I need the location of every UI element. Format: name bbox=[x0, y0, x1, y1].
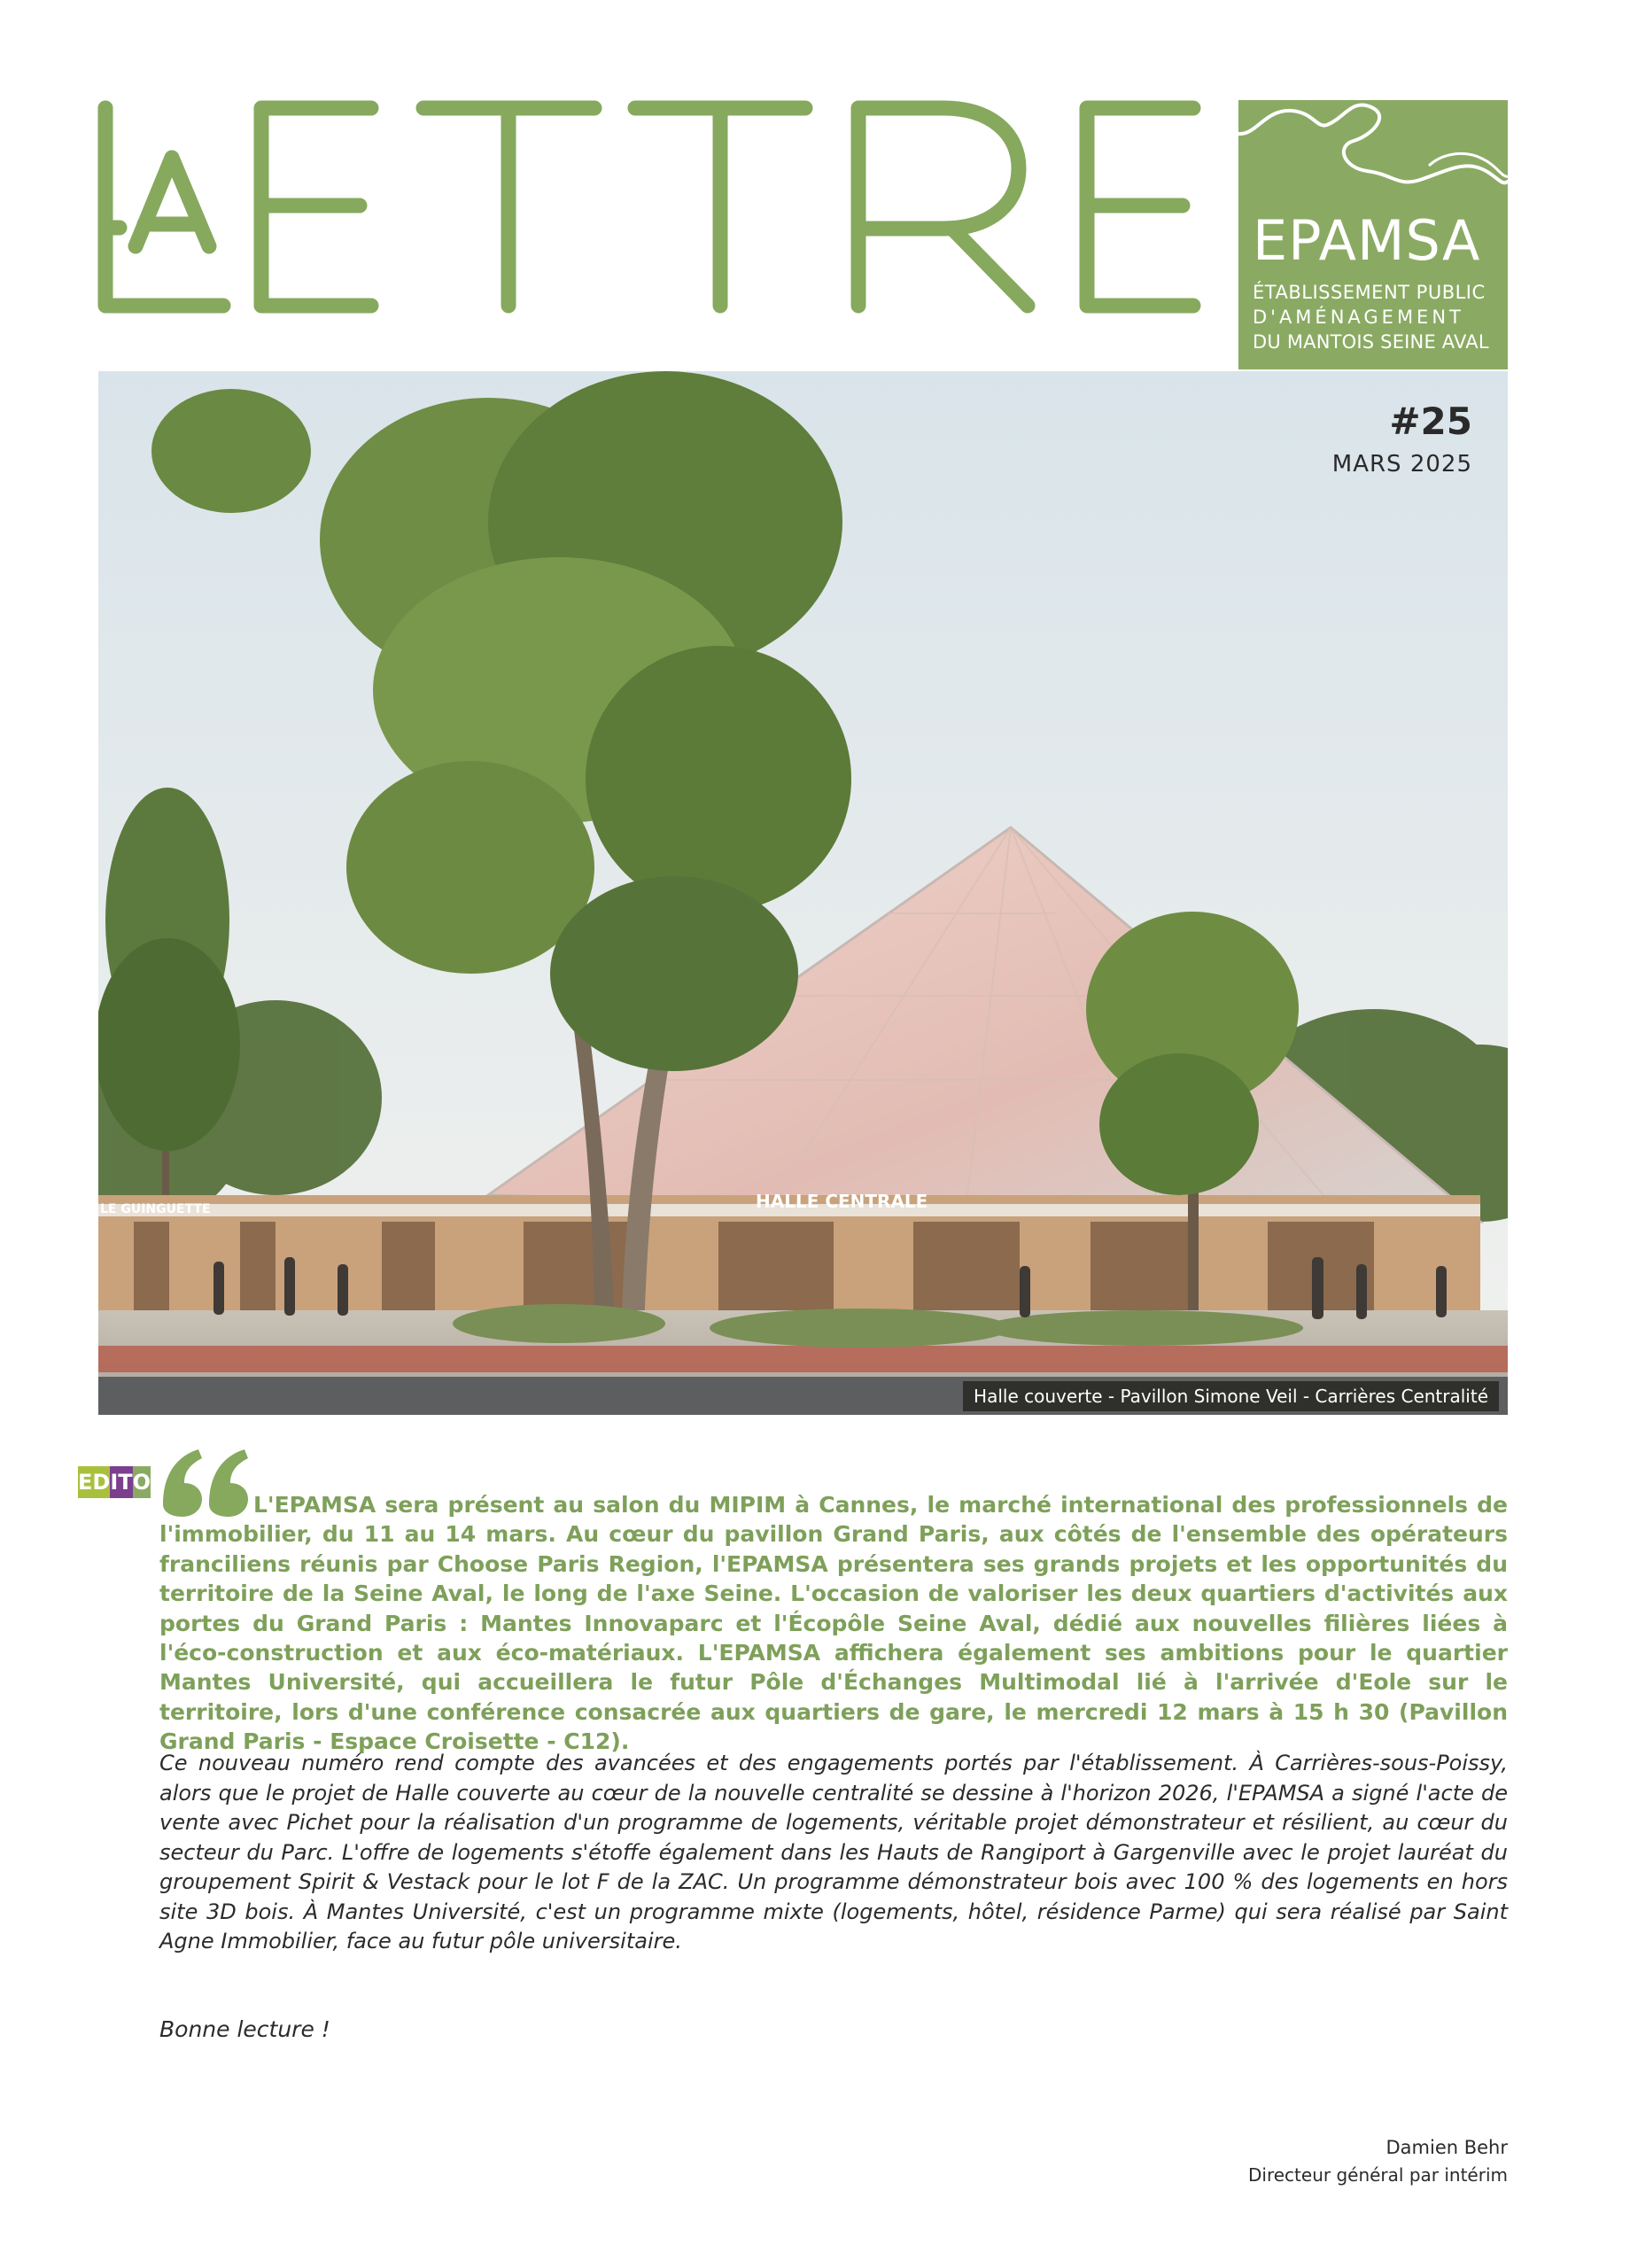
edito-tag-letter: O bbox=[133, 1466, 151, 1498]
edito-body: Ce nouveau numéro rend compte des avancées et des engagements portés par l'établissement. À Carrières-sous-Poissy, alors que le projet de Halle couverte au cœur de la nouvelle centralité se dessine à l'horizon 2026, l'EPAMSA a signé l'acte de vente avec Pichet pour la réalisation d'un programme de logements, véritable projet démonstrateur et résilient, au cœur du secteur du Parc. L'offre de logements s'étoffe également dans les Hauts de Rangiport à Gargenville avec le projet lauréat du groupement Spirit & Vestack pour le lot F de la ZAC. Un programme démonstrateur bois avec 100 % des logements en hors site 3D bois. À Mantes Université, c'est un programme mixte (logements, hôtel, résidence Parme) qui sera réalisé par Saint Agne Immobilier, face au futur pôle universitaire. bbox=[159, 1751, 1508, 1953]
edito-tag-letter: I bbox=[110, 1466, 118, 1498]
edito-tag bbox=[77, 1466, 151, 1498]
edito-lead bbox=[159, 1490, 1508, 1757]
logo-name: EPAMSA bbox=[1253, 208, 1481, 273]
hero-image bbox=[98, 371, 1508, 1415]
edito-tag-letter: E bbox=[78, 1466, 92, 1498]
shop-sign: LE GUINGUETTE bbox=[100, 1202, 211, 1216]
edito-lead-text: L'EPAMSA sera présent au salon du MIPIM à Cannes, le marché international des professionnels de l'immobilier, du 11 au 14 mars. Au cœur du pavillon Grand Paris, aux côtés de l'ensemble des opérateurs franciliens réunis par Choose Paris Region, l'EPAMSA présentera ses grands projets et les opportunités du territoire de la Seine Aval, le long de l'axe Seine. L'occasion de valoriser les deux quartiers d'activités aux portes du Grand Paris : Mantes Innovaparc et l'Écopôle Seine Aval, dédié aux nouvelles filières liées à l'éco-construction et aux éco-matériaux. L'EPAMSA affichera également ses ambitions pour le quartier Mantes Université, qui accueillera le futur Pôle d'Échanges Multimodal lié à l'arrivée d'Eole sur le territoire, lors d'une conférence consacrée aux quartiers de gare, le mercredi 12 mars à 15 h 30 (Pavillon Grand Paris - Espace Croisette - C12). bbox=[159, 1492, 1508, 1755]
issue-number: #25 bbox=[1389, 400, 1472, 443]
signature-name: Damien Behr bbox=[1386, 2137, 1508, 2158]
title-small-a bbox=[136, 158, 209, 246]
issue-date: MARS 2025 bbox=[1331, 451, 1472, 478]
logo-subtitle-line1: ÉTABLISSEMENT PUBLIC bbox=[1253, 282, 1486, 303]
hero-illustration bbox=[98, 371, 1508, 1415]
title-letter-l bbox=[105, 108, 223, 306]
logo-subtitle-line2: D'AMÉNAGEMENT bbox=[1253, 307, 1464, 328]
logo-subtitle-line3: DU MANTOIS SEINE AVAL bbox=[1253, 331, 1489, 353]
edito-tag-letter: T bbox=[118, 1466, 132, 1498]
edito-closing: Bonne lecture ! bbox=[159, 2016, 330, 2042]
epamsa-logo bbox=[1238, 100, 1508, 369]
signature-role: Directeur général par intérim bbox=[1248, 2164, 1508, 2186]
photo-caption: Halle couverte - Pavillon Simone Veil - Carrières Centralité bbox=[963, 1381, 1499, 1411]
building-sign: HALLE CENTRALE bbox=[756, 1191, 928, 1212]
edito-tag-letter: D bbox=[92, 1466, 110, 1498]
